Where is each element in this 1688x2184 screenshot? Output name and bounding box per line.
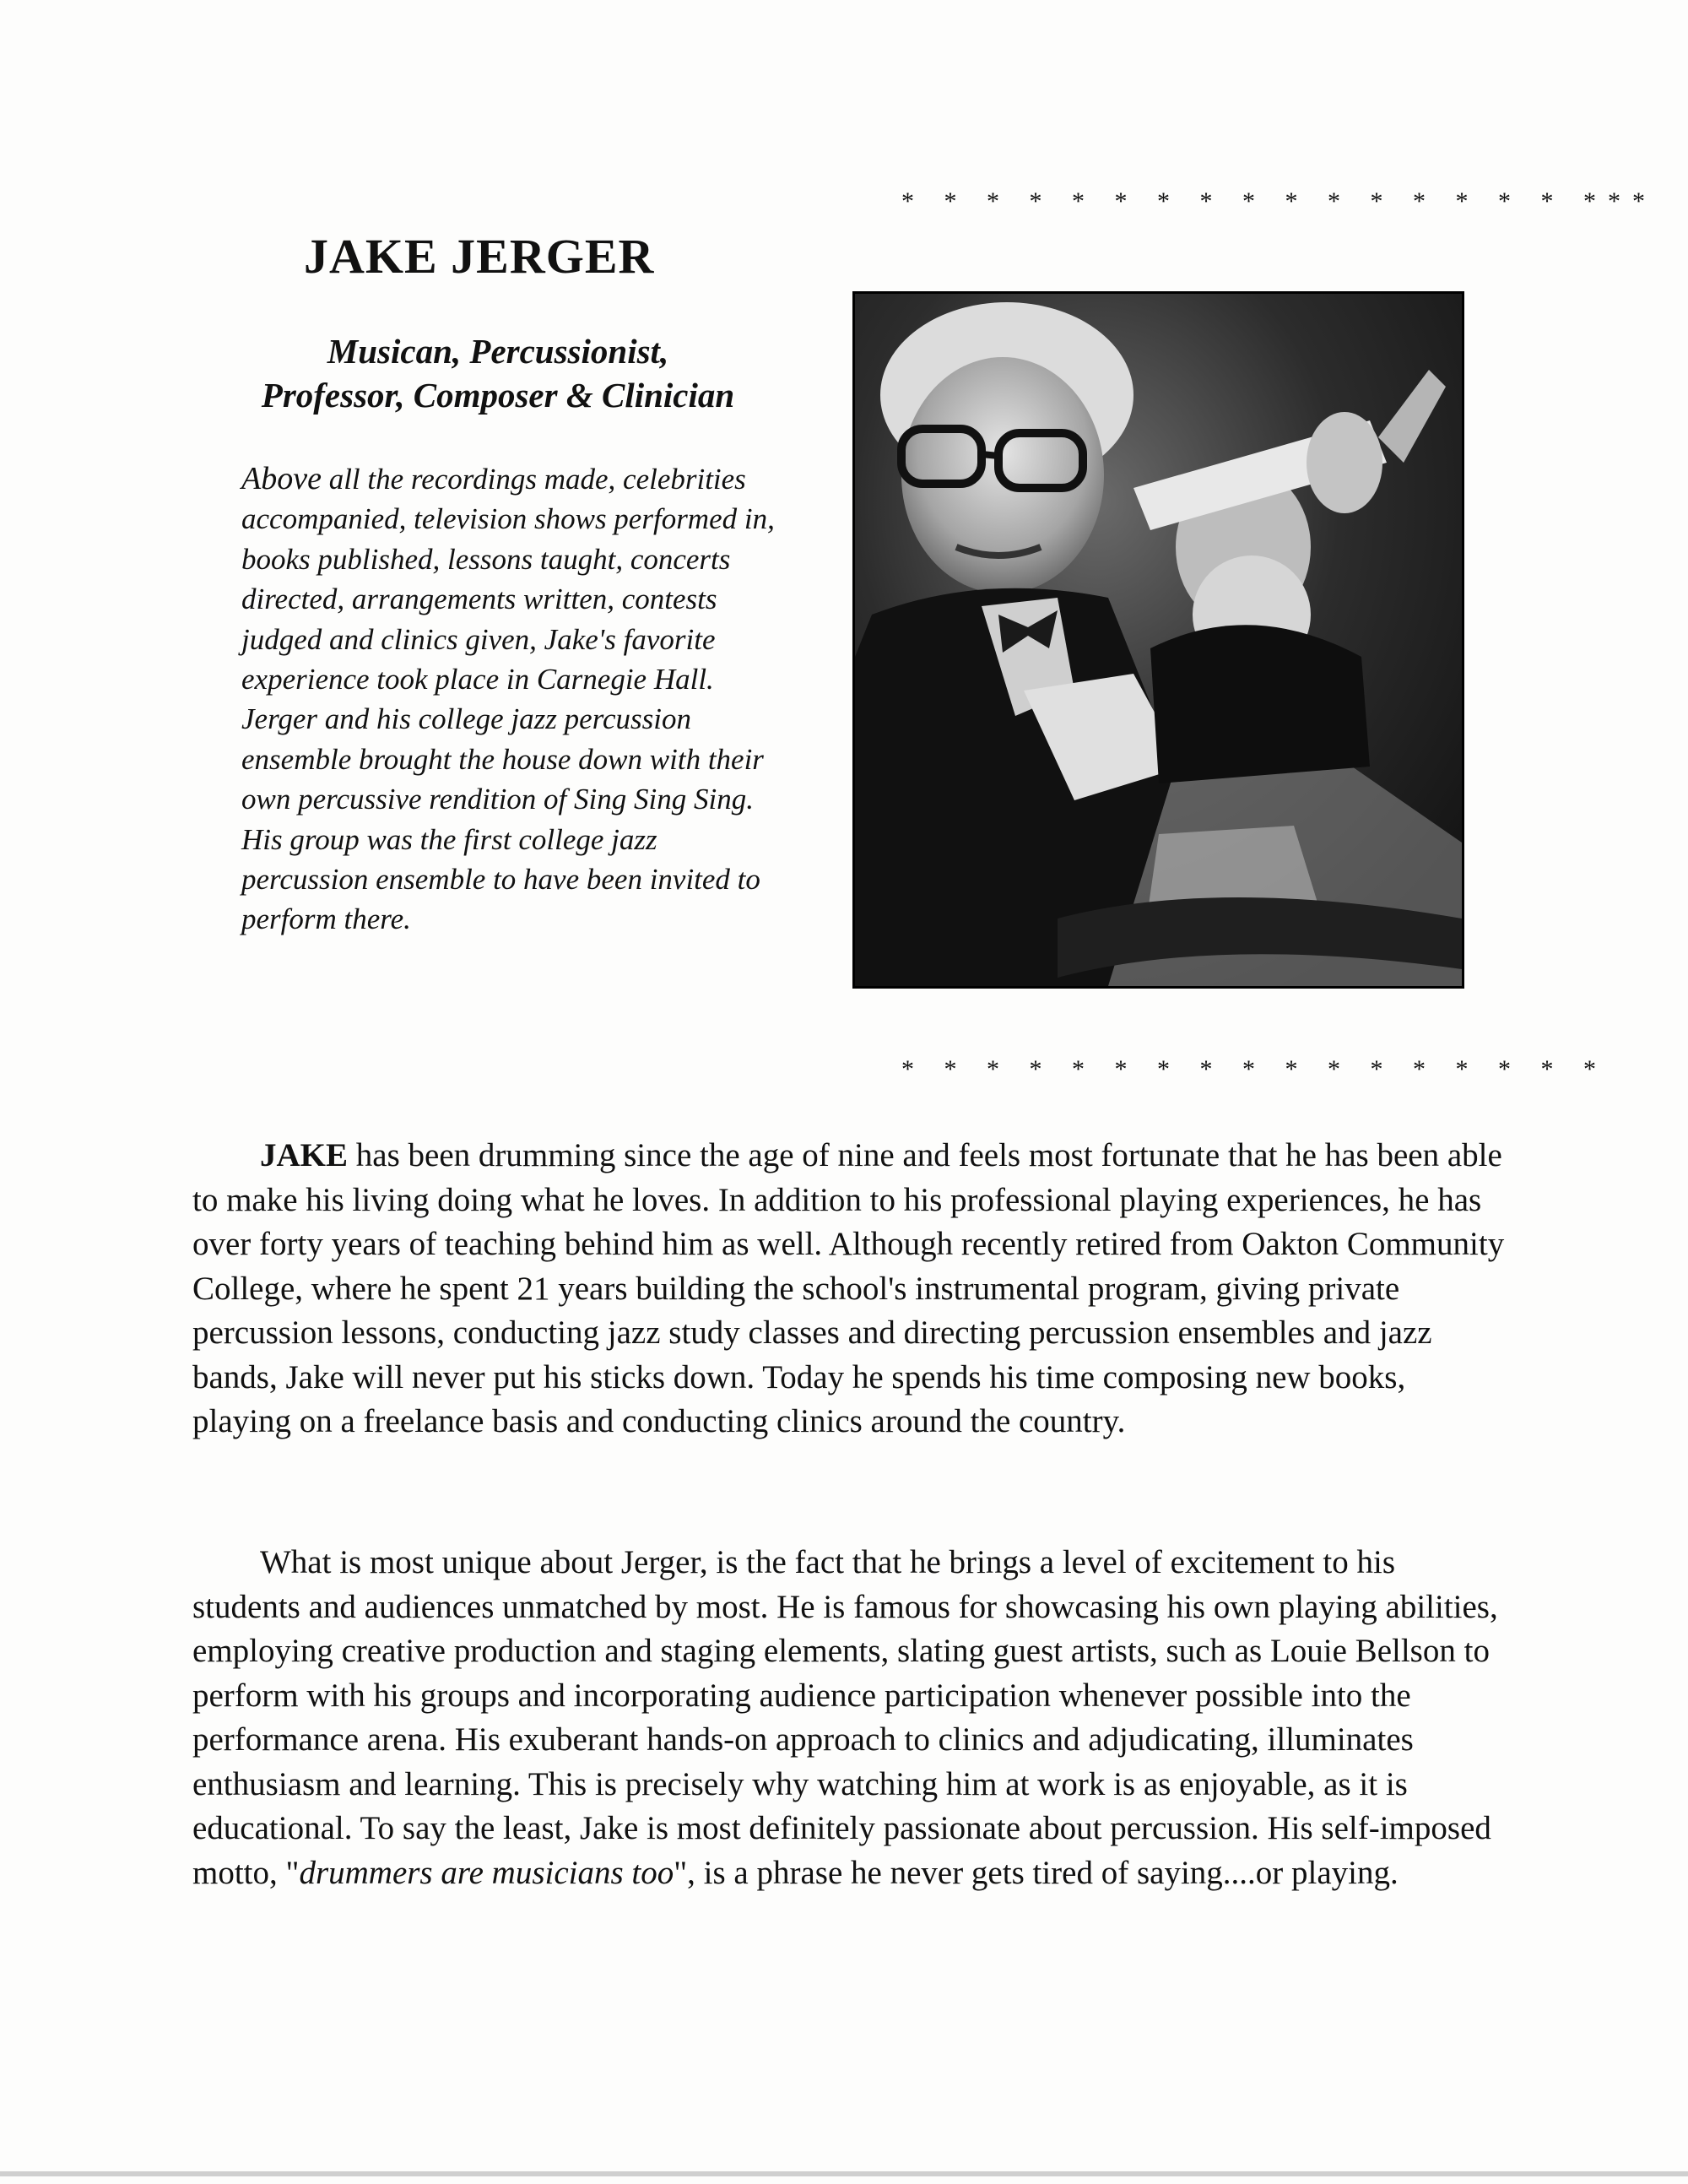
photo-of-percussionist-icon (855, 294, 1462, 986)
paragraph-2-text-after: ", is a phrase he never gets tired of saying....or playing. (674, 1854, 1399, 1891)
quote-text: all the recordings made, celebrities accompanied, television shows performed in, books published, lessons taught, concerts directed, arrangements written, contests judged and clinics given, Jake's favorite experience took place in Carnegie Hall. Jerger and his college jazz percussion ensemble brought the house down with their own percussive rendition of Sing Sing Sing. His group was the first college jazz percussion ensemble to have been invited to perform there. (241, 463, 775, 936)
body-paragraph-2 (192, 1541, 1509, 1895)
motto-text: drummers are musicians too (299, 1854, 674, 1891)
paragraph-1-text: has been drumming since the age of nine and feels most fortunate that he has been able to make his living doing what he loves. In addition to his professional playing experiences, he has over forty years of teaching behind him as well. Although recently retired from Oakton Community College, where he spent 21 years building the school's instrumental program, giving private percussion lessons, conducting jazz study classes and directing percussion ensembles and jazz bands, Jake will never put his sticks down. Today he spends his time composing new books, playing on a freelance basis and conducting clinics around the country. (192, 1137, 1505, 1439)
highlight-quote (241, 459, 782, 940)
body-paragraph-1 (192, 1134, 1509, 1444)
page-title: JAKE JERGER (304, 229, 655, 284)
decorative-stars-bottom: * * * * * * * * * * * * * * * * * (901, 1055, 1608, 1083)
decorative-stars-top: * * * * * * * * * * * * * * * * *** (901, 187, 1657, 215)
subtitle-line-2: Professor, Composer & Clinician (261, 376, 735, 415)
quote-first-word: Above (241, 461, 322, 496)
subtitle-line-1: Musican, Percussionist, (327, 332, 669, 371)
paragraph-lead-word: JAKE (260, 1137, 349, 1173)
page-subtitle (211, 329, 785, 417)
portrait-photo (852, 291, 1464, 989)
page-bottom-edge (0, 2171, 1688, 2176)
paragraph-2-text-before: What is most unique about Jerger, is the fact that he brings a level of excitement to his students and audiences unmatched by most. He is famous for showcasing his own playing abilities, employing creative production and staging elements, slating guest artists, such as Louie Bellson to perform with his groups and incorporating audience participation whenever possible into the performance arena. His exuberant hands-on approach to clinics and adjudicating, illuminates enthusiasm and learning. This is precisely why watching him at work is as enjoyable, as it is educational. To say the least, Jake is most definitely passionate about percussion. His self-imposed motto, " (192, 1544, 1498, 1891)
